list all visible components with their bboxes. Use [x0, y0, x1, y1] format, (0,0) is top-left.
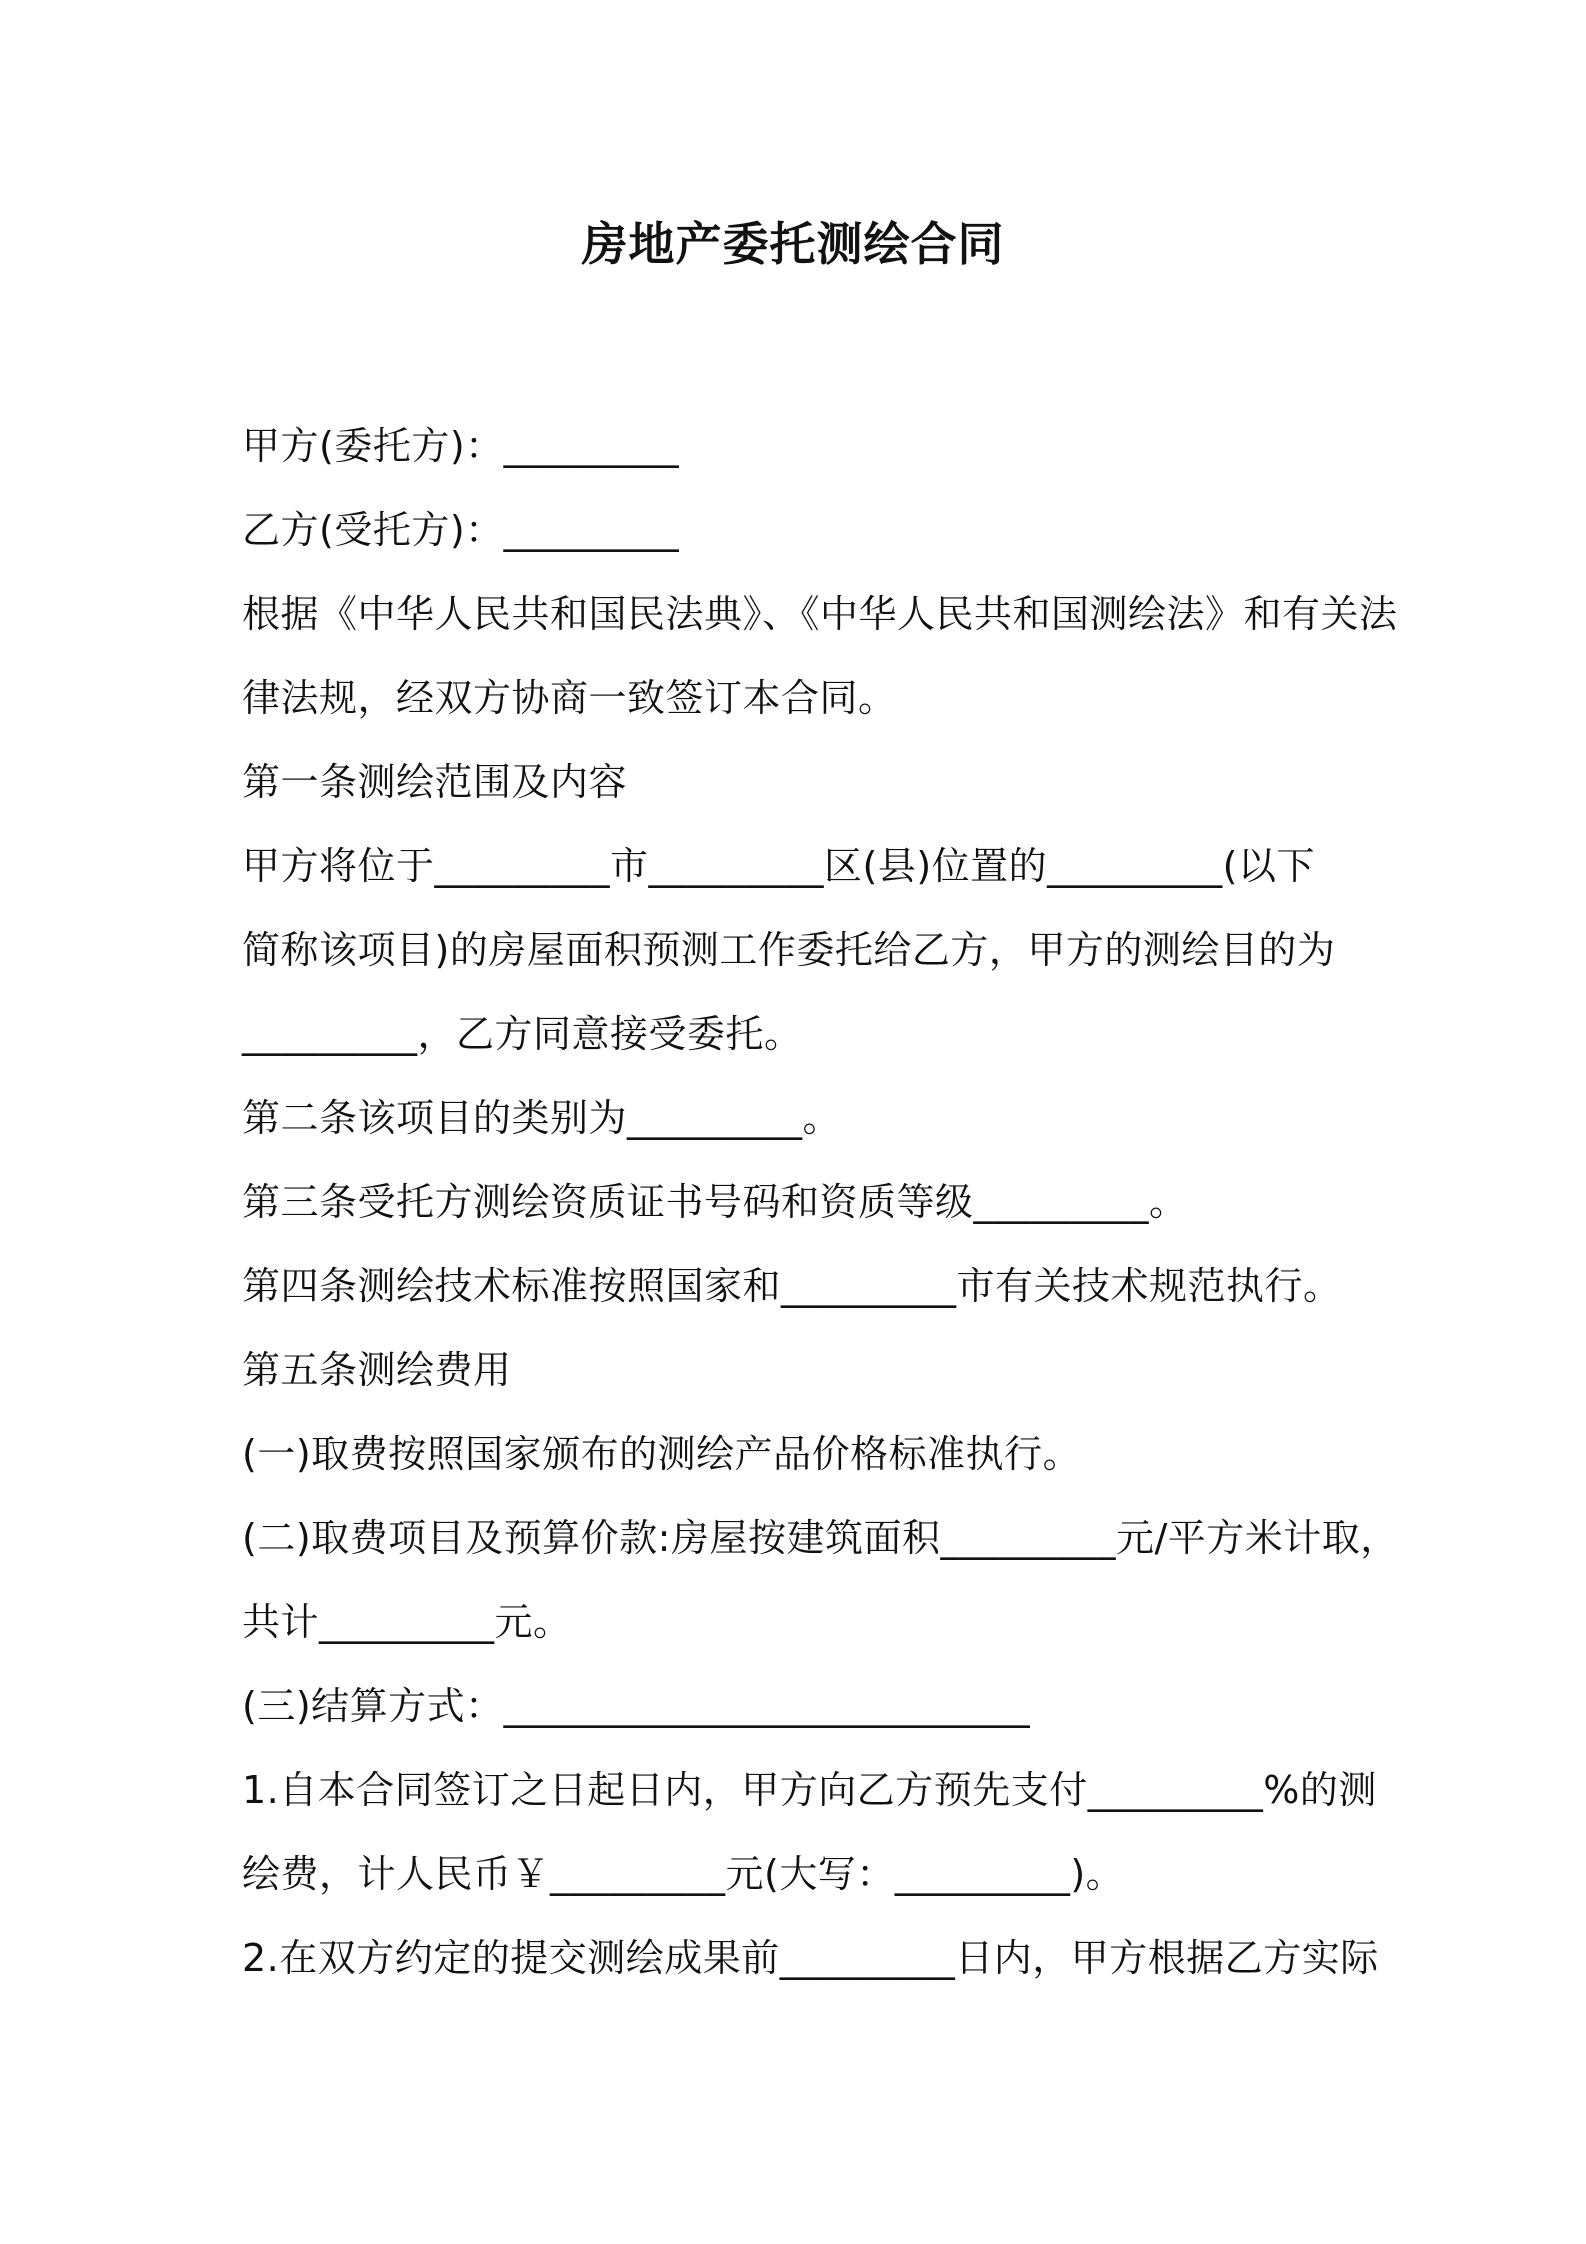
- article-1-heading: 第一条测绘范围及内容: [242, 760, 628, 804]
- preamble-line-2: 律法规，经双方协商一致签订本合同。: [242, 676, 897, 720]
- document-title: 房地产委托测绘合同: [581, 217, 1005, 271]
- fee-item-2-line-2: 共计_________元。: [242, 1600, 572, 1644]
- payment-2-line-1: 2.在双方约定的提交测绘成果前_________日内，甲方根据乙方实际: [242, 1936, 1379, 1980]
- payment-1-line-2: 绘费，计人民币￥_________元(大写：_________)。: [242, 1852, 1125, 1896]
- party-a-line: 甲方(委托方)：_________: [242, 424, 680, 468]
- article-3-line: 第三条受托方测绘资质证书号码和资质等级_________。: [242, 1180, 1188, 1224]
- article-1-line-1: 甲方将位于_________市_________区(县)位置的_________(以下: [242, 844, 1315, 888]
- party-b-line: 乙方(受托方)：_________: [242, 508, 680, 552]
- fee-item-3: (三)结算方式：___________________________: [242, 1684, 1031, 1728]
- preamble-line-1: 根据《中华人民共和国民法典》、《中华人民共和国测绘法》和有关法: [242, 592, 1398, 636]
- fee-item-2-line-1: (二)取费项目及预算价款:房屋按建筑面积_________元/平方米计取，: [242, 1516, 1399, 1560]
- article-5-heading: 第五条测绘费用: [242, 1348, 512, 1392]
- document-body: [242, 404, 1399, 2000]
- fee-item-1: (一)取费按照国家颁布的测绘产品价格标准执行。: [242, 1432, 1082, 1476]
- article-2-line: 第二条该项目的类别为_________。: [242, 1096, 842, 1140]
- article-1-line-2: 简称该项目)的房屋面积预测工作委托给乙方，甲方的测绘目的为: [242, 928, 1336, 972]
- article-4-line: 第四条测绘技术标准按照国家和_________市有关技术规范执行。: [242, 1264, 1342, 1308]
- article-1-line-3: _________，乙方同意接受委托。: [242, 1012, 803, 1056]
- payment-1-line-1: 1.自本合同签订之日起日内，甲方向乙方预先支付_________%的测: [242, 1768, 1377, 1812]
